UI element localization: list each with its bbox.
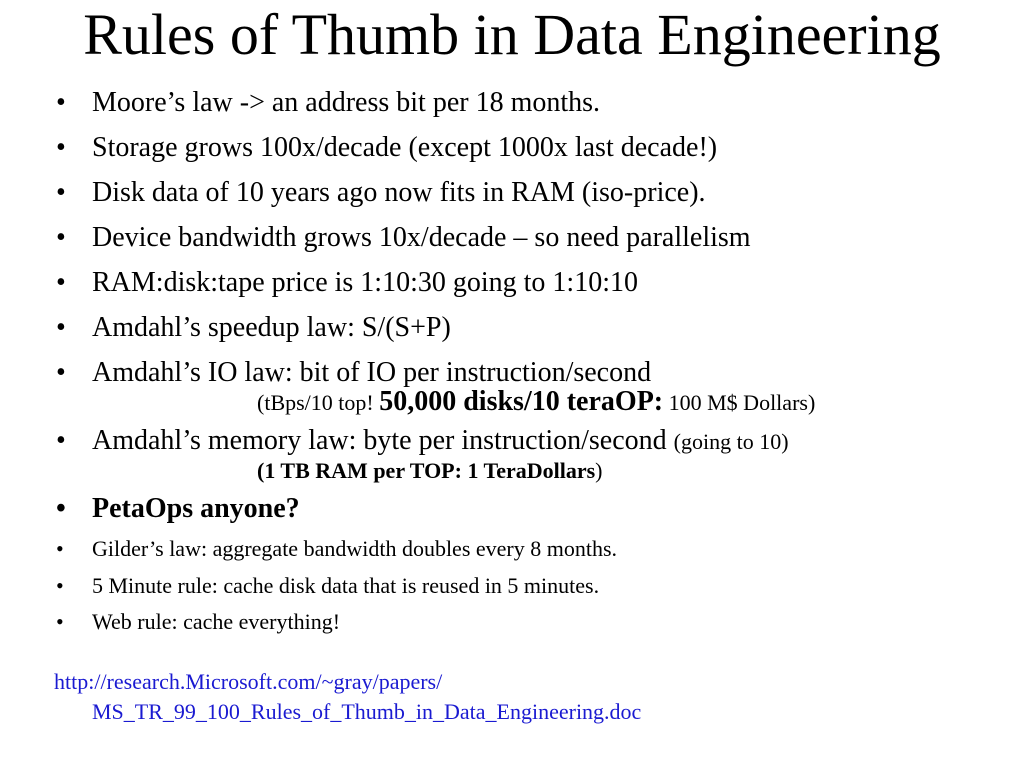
- bullet-text: Web rule: cache everything!: [92, 609, 341, 634]
- bullet-icon: •: [56, 572, 64, 598]
- amdahl-io-detail-suffix: 100 M$ Dollars): [668, 390, 816, 415]
- bullet-item-amdahl-memory: [0, 418, 1024, 486]
- bullet-item-device-bandwidth: [0, 215, 1024, 260]
- bullet-icon: •: [56, 609, 64, 634]
- bullet-icon: •: [56, 536, 64, 561]
- amdahl-memory-detail-close: ): [595, 458, 603, 483]
- reference-link-line1[interactable]: http://research.Microsoft.com/~gray/papers/: [54, 669, 443, 694]
- amdahl-io-detail-prefix: (tBps/10 top!: [257, 390, 374, 415]
- bullet-icon: •: [56, 222, 66, 253]
- bullet-item-amdahl-io: [0, 350, 1024, 418]
- bullet-item-disk-in-ram: [0, 170, 1024, 215]
- bullet-list: [0, 80, 1024, 641]
- amdahl-memory-note: (going to 10): [673, 429, 789, 454]
- bullet-icon: •: [56, 357, 66, 388]
- bullet-item-web-rule: [0, 604, 1024, 641]
- bullet-item-petaops: [0, 486, 1024, 531]
- bullet-icon: •: [56, 132, 66, 163]
- bullet-text: Storage grows 100x/decade (except 1000x last decade!): [92, 132, 718, 163]
- bullet-text: Gilder’s law: aggregate bandwidth doubles every 8 months.: [92, 536, 618, 561]
- bullet-text: 5 Minute rule: cache disk data that is reused in 5 minutes.: [92, 572, 600, 598]
- bullet-item-storage-growth: [0, 125, 1024, 170]
- bullet-icon: •: [56, 312, 66, 343]
- bullet-icon: •: [56, 493, 66, 524]
- amdahl-memory-detail: [92, 456, 1024, 486]
- bullet-text: RAM:disk:tape price is 1:10:30 going to 1:10:10: [92, 267, 638, 298]
- bullet-text: Amdahl’s IO law: bit of IO per instruction/second: [92, 357, 652, 388]
- slide-title: Rules of Thumb in Data Engineering: [83, 2, 941, 67]
- bullet-icon: •: [56, 177, 66, 208]
- bullet-item-price-ratio: [0, 260, 1024, 305]
- bullet-text: Moore’s law -> an address bit per 18 months.: [92, 87, 601, 118]
- bullet-item-moores-law: [0, 80, 1024, 125]
- bullet-text: Amdahl’s speedup law: S/(S+P): [92, 312, 451, 343]
- bullet-item-amdahl-speedup: [0, 305, 1024, 350]
- amdahl-io-detail: [92, 387, 1024, 418]
- reference-link-line2[interactable]: MS_TR_99_100_Rules_of_Thumb_in_Data_Engineering.doc: [92, 699, 642, 724]
- bullet-icon: •: [56, 87, 66, 118]
- bullet-text: Device bandwidth grows 10x/decade – so need parallelism: [92, 222, 751, 253]
- bullet-text: Disk data of 10 years ago now fits in RAM (iso-price).: [92, 177, 706, 208]
- bullet-text: PetaOps anyone?: [92, 493, 300, 524]
- bullet-icon: •: [56, 425, 66, 456]
- bullet-item-gilders-law: [0, 531, 1024, 568]
- reference-link[interactable]: [54, 667, 641, 727]
- bullet-icon: •: [56, 267, 66, 298]
- amdahl-io-detail-emphasis: 50,000 disks/10 teraOP:: [379, 386, 664, 417]
- bullet-item-five-minute-rule: [0, 568, 1024, 605]
- bullet-text: Amdahl’s memory law: byte per instruction/second: [92, 425, 667, 456]
- amdahl-memory-detail-bold: (1 TB RAM per TOP: 1 TeraDollars: [257, 458, 596, 483]
